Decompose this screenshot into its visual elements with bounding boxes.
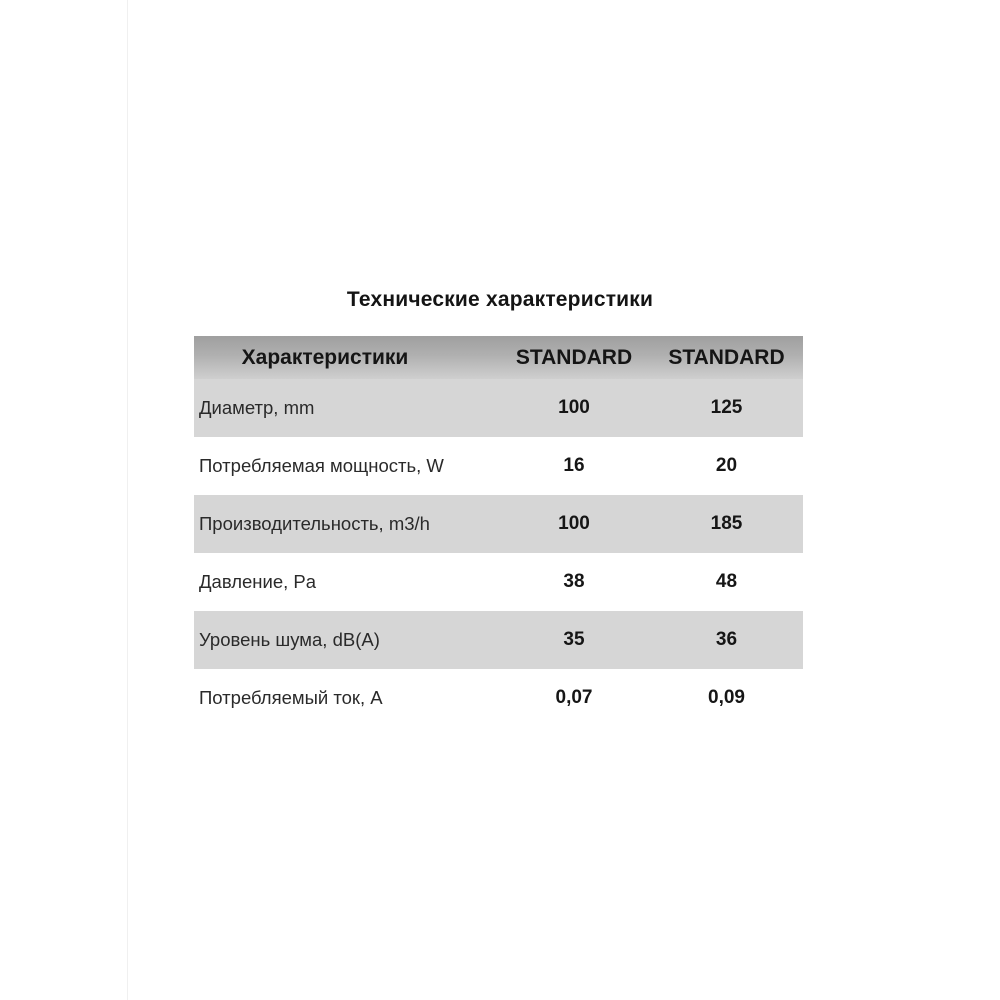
- page-edge-divider: [127, 0, 128, 1000]
- row-value-2: 0,09: [708, 687, 745, 708]
- table-row: [194, 437, 803, 495]
- row-value-1: 100: [558, 513, 590, 534]
- row-value-1: 16: [563, 455, 585, 476]
- row-label: Уровень шума, dB(A): [199, 629, 380, 650]
- row-value-2: 48: [715, 571, 738, 592]
- row-label: Производительность, m3/h: [199, 513, 430, 534]
- row-label: Давление, Pa: [199, 571, 317, 592]
- table-row: [194, 553, 803, 611]
- row-value-1: 0,07: [555, 687, 593, 708]
- row-value-1: 38: [563, 571, 585, 592]
- header-characteristics: Характеристики: [241, 345, 409, 369]
- table-row: [194, 379, 803, 437]
- header-model-1: STANDARD: [515, 345, 633, 369]
- table-row: [194, 495, 803, 553]
- row-label: Потребляемый ток, A: [199, 687, 383, 708]
- header-model-2: STANDARD: [668, 345, 785, 369]
- row-label: Диаметр, mm: [199, 397, 315, 418]
- row-value-2: 36: [715, 629, 738, 650]
- row-label: Потребляемая мощность, W: [199, 455, 444, 476]
- row-value-1: 35: [563, 629, 585, 650]
- row-value-2: 125: [710, 397, 743, 418]
- row-value-1: 100: [558, 397, 590, 418]
- table-row: [194, 669, 803, 727]
- page-title: Технические характеристики: [346, 288, 654, 311]
- row-value-2: 20: [715, 455, 738, 476]
- row-value-2: 185: [710, 513, 743, 534]
- specs-table: [194, 336, 803, 727]
- table-row: [194, 611, 803, 669]
- table-header-row: [194, 336, 803, 379]
